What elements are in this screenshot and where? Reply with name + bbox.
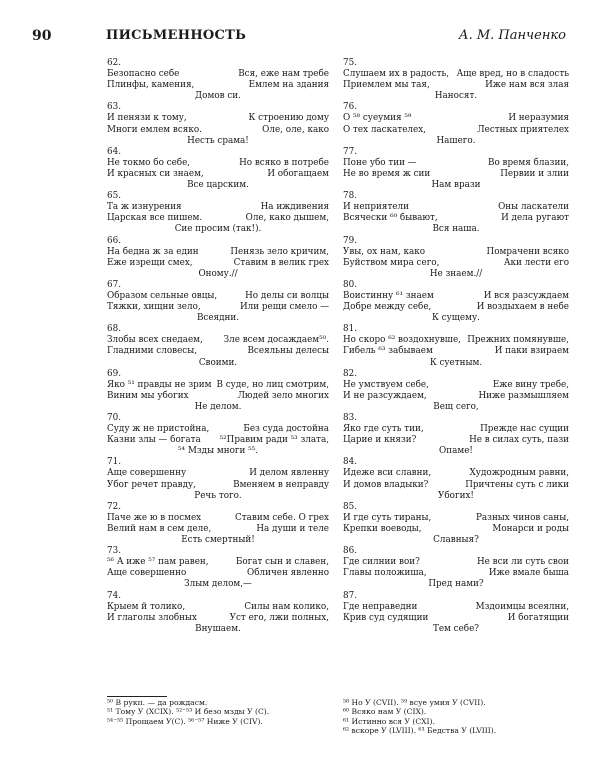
footnote: ⁵⁸ Но У (CVII). ⁵⁹ всуе умия У (CVII). (343, 698, 486, 707)
poem-stanza (107, 457, 329, 501)
verse-line (343, 291, 569, 302)
stanza-number: 65. (107, 191, 121, 202)
stanza-number: 78. (343, 191, 357, 202)
poem-stanza (343, 102, 569, 146)
verse-half-left: Увы, ох нам, како (343, 246, 426, 257)
stanza-number: 63. (107, 102, 121, 113)
verse-half-right: Оны ласкатели (498, 202, 569, 213)
verse-half-left: Плинфы, камения, (107, 80, 195, 91)
verse-half-left: Многи емлем всяко. (107, 124, 202, 135)
verse-line (107, 69, 329, 80)
verse-half-left: Аще совершенно (107, 568, 187, 579)
verse-half-left: Добре между себе, (343, 302, 432, 313)
verse-line (343, 480, 569, 491)
poem-stanza (343, 369, 569, 413)
verse-half-right: Еже вину требе, (492, 379, 569, 390)
verse-half-left: Крыем й толико, (107, 601, 186, 612)
verse-half-right: Помрачени всяко (486, 246, 569, 257)
verse-half-left: Где силнии вои? (343, 557, 420, 568)
refrain-line: Внушаем. (195, 623, 241, 634)
stanza-number: 64. (107, 146, 121, 157)
refrain-line: Пред нами? (428, 579, 484, 590)
poem-stanza (107, 324, 329, 368)
verse-half-right: Аки лести его (503, 257, 569, 268)
verse-half-left: Воистинну ⁶¹ знаем (343, 290, 434, 301)
poem-stanza (107, 502, 329, 546)
verse-half-left: И домов владыки? (343, 479, 429, 490)
verse-line (343, 158, 569, 169)
verse-half-left: Царие и князи? (343, 435, 417, 446)
verse-half-left: Виним мы убогих (107, 390, 189, 401)
verse-half-left: И пенязи к тому, (107, 113, 187, 124)
verse-line (107, 302, 329, 313)
right-column (343, 58, 569, 635)
refrain-line: Домов си. (195, 91, 241, 102)
refrain-line: Злым делом,— (184, 579, 252, 590)
refrain-line: Славныя? (433, 535, 479, 546)
verse-half-right: На души и теле (256, 523, 329, 534)
verse-half-left: Яко ⁵¹ правды не зрим (107, 379, 212, 390)
verse-line (107, 568, 329, 579)
verse-half-left: Безопасно себе (107, 69, 180, 80)
refrain-line: Несть срама! (187, 135, 249, 146)
stanza-number: 81. (343, 324, 357, 335)
poem-stanza (343, 546, 569, 590)
refrain-line: Вся наша. (432, 224, 480, 235)
verse-half-left: Убог речет правду, (107, 479, 196, 490)
verse-half-right: Оле, како дышем, (245, 213, 329, 224)
verse-line (343, 213, 569, 224)
stanza-number: 75. (343, 58, 357, 68)
verse-line (107, 213, 329, 224)
verse-half-right: Силы нам колико, (244, 601, 329, 612)
stanza-number: 71. (107, 457, 121, 468)
verse-line (107, 602, 329, 613)
verse-half-left: Яко где суть тии, (343, 424, 424, 435)
verse-half-right: И паки взираем (494, 346, 569, 357)
verse-half-left: Образом сельные овцы, (107, 290, 218, 301)
verse-half-right: И неразумия (508, 113, 569, 124)
verse-half-left: На бедна ж за един (107, 246, 199, 257)
verse-half-left: Слушаем их в радость, (343, 69, 450, 80)
verse-half-right: И дела ругают (501, 213, 569, 224)
poem-stanza (107, 591, 329, 635)
verse-half-right: Ниже размышляем (478, 390, 569, 401)
verse-line (107, 169, 329, 180)
verse-line (343, 380, 569, 391)
refrain-line: Убогих! (438, 490, 474, 501)
verse-line (343, 424, 569, 435)
verse-half-left: Казни злы — богата (107, 435, 201, 446)
verse-half-right: Первии и злии (500, 168, 569, 179)
verse-line (343, 335, 569, 346)
verse-half-left: Поне убо тии — (343, 157, 417, 168)
verse-half-right: Оле, оле, како (262, 124, 329, 135)
verse-line (107, 335, 329, 346)
verse-half-right: Пенязь зело кричим, (230, 246, 329, 257)
verse-half-right: В суде, но лиц смотрим, (216, 379, 329, 390)
verse-line (107, 125, 329, 136)
refrain-line: Сие просим (так!). (174, 224, 262, 235)
verse-half-left: Буйством мира сего, (343, 257, 440, 268)
footnotes-left (107, 698, 332, 726)
verse-half-right: И делом явленну (249, 468, 329, 479)
poem-stanza (107, 369, 329, 413)
verse-line (107, 380, 329, 391)
stanza-number: 74. (107, 590, 121, 601)
poem-stanza (343, 413, 569, 457)
footnote: ⁶² вскоре У (LVIII). ⁶³ Бедства У (LVIII). (343, 726, 497, 736)
verse-line (343, 513, 569, 524)
verse-line (343, 258, 569, 269)
refrain-line: Есть смертный! (181, 535, 255, 546)
verse-line (343, 468, 569, 479)
poem-stanza (343, 591, 569, 635)
verse-line (343, 169, 569, 180)
stanza-number: 84. (343, 457, 357, 468)
stanza-number: 68. (107, 324, 121, 335)
page-number: 90 (32, 28, 52, 44)
footnote: ⁵⁴⁻⁵⁵ Прощаем У(С). ⁵⁶⁻⁵⁷ Ниже У (CIV). (107, 716, 263, 726)
verse-line (107, 468, 329, 479)
poem-stanza (107, 236, 329, 280)
verse-half-left: Не токмо бо себе, (107, 157, 191, 168)
verse-half-right: Ставим в велик грех (233, 257, 329, 268)
verse-half-right: Иже вмале быша (488, 568, 569, 579)
verse-half-left: Не во время ж сии (343, 168, 431, 179)
verse-line (107, 435, 329, 446)
verse-half-left: Паче же ю в посмех (107, 512, 202, 523)
author-name: А. М. Панченко (458, 28, 566, 43)
verse-half-left: Главы положиша, (343, 568, 427, 579)
verse-line (107, 524, 329, 535)
verse-line (343, 602, 569, 613)
verse-half-right: Мздоимцы всеялни, (475, 601, 569, 612)
verse-half-left: Суду ж не пристойна, (107, 424, 210, 435)
verse-line (107, 247, 329, 258)
verse-line (107, 424, 329, 435)
verse-half-left: Идеже вси славни, (343, 468, 432, 479)
verse-half-left: Та ж изнурения (107, 202, 182, 213)
footnote-rule (107, 696, 167, 697)
verse-line (343, 247, 569, 258)
verse-half-right: Без суда достойна (243, 424, 329, 435)
verse-half-right: Емлем на здания (248, 80, 329, 91)
verse-half-left: Царская все пишем. (107, 213, 203, 224)
verse-half-right: Монарси и роды (492, 523, 569, 534)
verse-line (343, 80, 569, 91)
verse-half-right: Но делы си волцы (245, 290, 329, 301)
verse-half-right: И богатящии (507, 612, 569, 623)
verse-line (343, 113, 569, 124)
verse-line (343, 302, 569, 313)
verse-half-left: И где суть тираны, (343, 512, 432, 523)
verse-half-left: Злобы всех снедаем, (107, 335, 203, 346)
stanza-number: 77. (343, 146, 357, 157)
verse-half-left: Тяжки, хищни зело, (107, 302, 201, 313)
poem-stanza (107, 147, 329, 191)
verse-half-right: Всеяльны делесы (247, 346, 329, 357)
verse-half-right: Разных чинов саны, (475, 512, 569, 523)
verse-half-left: Еже изрещи смех, (107, 257, 193, 268)
footnotes-right (343, 698, 569, 736)
stanza-number: 83. (343, 413, 357, 423)
verse-half-right: Богат сын и славен, (235, 557, 329, 568)
refrain-line: ⁵⁴ Мзды многи ⁵⁵. (178, 446, 258, 457)
refrain-line: Оному.// (198, 268, 238, 279)
poem-stanza (343, 324, 569, 368)
verse-half-right: Зле всем досаждаем⁵⁰. (223, 335, 329, 346)
poem-stanza (343, 191, 569, 235)
running-header (0, 28, 600, 48)
verse-half-right: Во время блазии, (488, 157, 569, 168)
verse-half-right: Прежних помянувше, (467, 335, 569, 346)
verse-half-right: На иждивения (260, 202, 329, 213)
footnote: ⁵⁰ В рукп. — да рождасм. (107, 698, 208, 707)
poem-stanza (343, 280, 569, 324)
verse-half-right: Аще вред, но в сладость (456, 69, 569, 80)
refrain-line: К сущему. (432, 313, 480, 324)
poem-stanza (343, 236, 569, 280)
section-title: ПИСЬМЕННОСТЬ (106, 28, 247, 43)
verse-half-right: Прежде нас сущии (480, 424, 569, 435)
verse-line (343, 346, 569, 357)
verse-line (343, 613, 569, 624)
footnote: ⁶⁰ Всяко нам У (CIX). (343, 707, 427, 717)
verse-half-right: К строению дому (248, 113, 329, 124)
refrain-line: Речь того. (194, 490, 242, 501)
poem-stanza (107, 102, 329, 146)
verse-line (107, 291, 329, 302)
verse-line (107, 80, 329, 91)
stanza-number: 82. (343, 368, 357, 379)
verse-half-right: И воздыхаем в небе (476, 302, 569, 313)
verse-half-left: И красных си знаем, (107, 168, 204, 179)
verse-line (107, 557, 329, 568)
verse-half-left: Крепки воеводы, (343, 523, 422, 534)
left-column (107, 58, 329, 635)
refrain-line: Не знаем.// (429, 268, 483, 279)
verse-half-right: Ставим себе. О грех (235, 512, 329, 523)
verse-half-right: Но всяко в потребе (239, 157, 329, 168)
verse-half-right: И вся разсуждаем (483, 290, 569, 301)
verse-half-right: Людей зело многих (237, 390, 329, 401)
verse-line (343, 69, 569, 80)
verse-half-right: Вменяем в неправду (233, 479, 329, 490)
verse-half-right: Не в силах суть, пази (469, 435, 569, 446)
verse-line (107, 158, 329, 169)
verse-half-right: И обогащаем (267, 168, 329, 179)
verse-half-left: Крив суд судящии (343, 612, 429, 623)
footnote: ⁵¹ Тому У (XCIX). ⁵²⁻⁵³ И безо мзды У (С). (107, 707, 270, 717)
poem-stanza (343, 457, 569, 501)
verse-line (107, 202, 329, 213)
verse-half-left: ⁵⁶ А иже ⁵⁷ пам равен, (107, 557, 209, 568)
refrain-line: К суетным. (429, 357, 483, 368)
verse-half-right: Причтены суть с лики (465, 479, 569, 490)
verse-half-right: Не вси ли суть свои (476, 557, 569, 568)
poem-stanza (343, 502, 569, 546)
verse-half-right: Обличен явленно (247, 568, 329, 579)
refrain-line: Всеядни. (196, 313, 240, 324)
verse-half-right: Лестных приятелех (477, 124, 569, 135)
verse-line (343, 391, 569, 402)
verse-line (343, 568, 569, 579)
stanza-number: 62. (107, 58, 121, 68)
verse-line (107, 613, 329, 624)
refrain-line: Наносят. (434, 91, 478, 102)
stanza-number: 72. (107, 501, 121, 512)
refrain-line: Вещ сего, (433, 401, 479, 412)
verse-half-left: И глаголы злобных (107, 612, 198, 623)
verse-line (343, 557, 569, 568)
poem-stanza (107, 58, 329, 102)
verse-half-left: Велий нам в сем деле, (107, 523, 212, 534)
verse-half-left: Гибель ⁶³ забываем (343, 346, 433, 357)
stanza-number: 69. (107, 368, 121, 379)
verse-half-left: Не умствуем себе, (343, 379, 429, 390)
verse-half-left: О ⁵⁸ суеумия ⁵⁹ (343, 113, 412, 124)
verse-line (107, 391, 329, 402)
refrain-line: Нашего. (436, 135, 476, 146)
verse-half-right: Иже нам вся злая (485, 80, 569, 91)
verse-half-left: И не разсуждаем, (343, 390, 427, 401)
verse-line (343, 435, 569, 446)
verse-half-left: И неприятели (343, 202, 409, 213)
footnote: ⁶¹ Истинно вся У (CXI). (343, 716, 435, 726)
refrain-line: Своими. (198, 357, 238, 368)
poem-stanza (107, 191, 329, 235)
refrain-line: Все царским. (187, 180, 249, 191)
refrain-line: Опаме! (439, 446, 473, 457)
verse-half-right: Вся, еже нам требе (238, 69, 329, 80)
verse-half-left: Гладними словесы, (107, 346, 197, 357)
stanza-number: 79. (343, 235, 357, 246)
poem-stanza (343, 147, 569, 191)
verse-half-left: Где неправедни (343, 601, 418, 612)
poem-stanza (107, 280, 329, 324)
verse-half-left: Но скоро ⁶² воздохнувше, (343, 335, 461, 346)
stanza-number: 85. (343, 501, 357, 512)
verse-half-left: Приемлем мы тая, (343, 80, 430, 91)
verse-half-right: Художродным равни, (469, 468, 569, 479)
verse-line (107, 113, 329, 124)
verse-half-left: О тех ласкателех, (343, 124, 426, 135)
refrain-line: Не делом. (194, 401, 242, 412)
stanza-number: 80. (343, 279, 357, 290)
refrain-line: Нам врази (431, 180, 481, 191)
verse-line (107, 513, 329, 524)
verse-half-left: Аще совершенну (107, 468, 187, 479)
verse-half-right: Или рещи смело — (239, 302, 329, 313)
verse-half-left: Всячески ⁶⁰ бывают, (343, 213, 438, 224)
verse-line (343, 524, 569, 535)
stanza-number: 87. (343, 590, 357, 601)
stanza-number: 66. (107, 235, 121, 246)
stanza-number: 70. (107, 413, 121, 423)
stanza-number: 73. (107, 546, 121, 557)
stanza-number: 86. (343, 546, 357, 557)
refrain-line: Тем себе? (432, 623, 480, 634)
verse-line (107, 480, 329, 491)
verse-line (343, 125, 569, 136)
poem-stanza (107, 413, 329, 457)
verse-line (107, 346, 329, 357)
verse-line (107, 258, 329, 269)
verse-half-right: ⁵²Правим ради ⁵³ злата, (219, 435, 329, 446)
stanza-number: 67. (107, 279, 121, 290)
verse-half-right: Уст его, лжи полных, (229, 612, 329, 623)
poem-stanza (343, 58, 569, 102)
stanza-number: 76. (343, 102, 357, 113)
poem-stanza (107, 546, 329, 590)
verse-line (343, 202, 569, 213)
